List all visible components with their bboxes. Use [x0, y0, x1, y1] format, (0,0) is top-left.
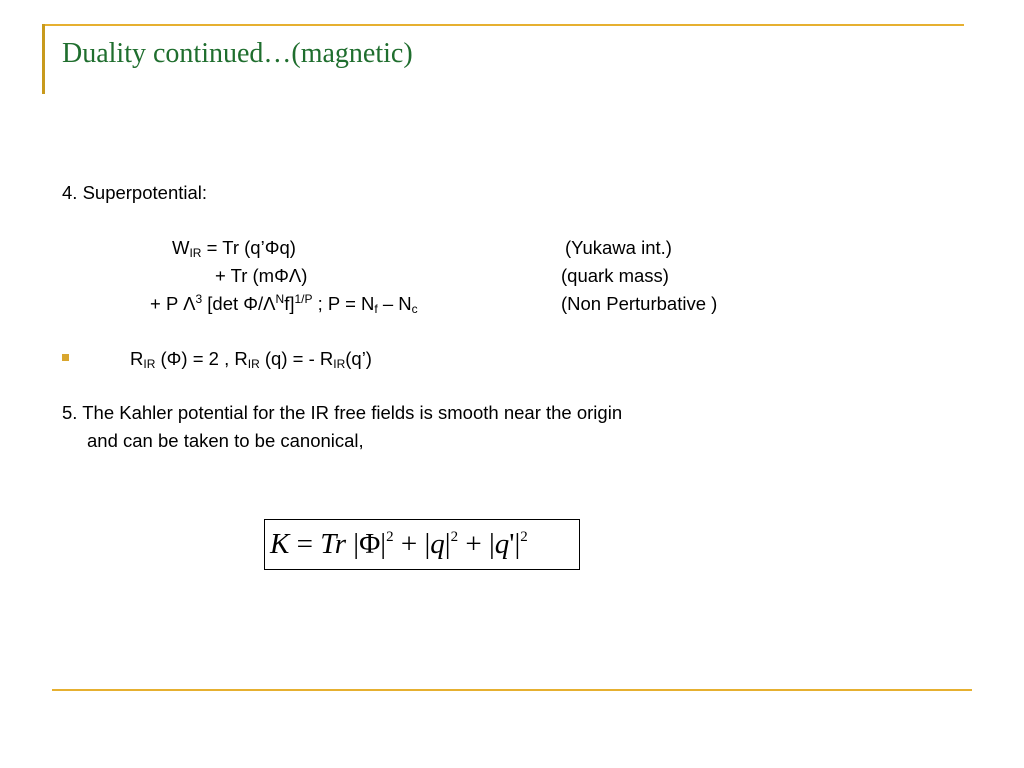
kahler-formula-box — [264, 519, 580, 570]
left-accent-bar — [42, 24, 45, 94]
nonperturbative-comment: (Non Perturbative ) — [561, 293, 718, 314]
bottom-accent-line — [52, 689, 972, 691]
yukawa-comment: (Yukawa int.) — [565, 237, 672, 258]
bullet-marker — [62, 354, 69, 361]
slide-title: Duality continued…(magnetic) — [62, 38, 413, 69]
kahler-text-line-2: and can be taken to be canonical, — [87, 430, 364, 451]
kahler-text-line-1: 5. The Kahler potential for the IR free fields is smooth near the origin — [62, 402, 623, 423]
kahler-formula: K = Tr $|\Phi|^2 + |q|^2 + |q'|^2$ — [270, 528, 528, 560]
superpotential-heading: 4. Superpotential: — [62, 182, 208, 203]
superpotential-nonperturbative-term: + P $\Lambda^3$ [det $\Phi/\Lambda^Nf]^{1/P}$ ; $P = N_f - N_c$ — [150, 292, 418, 316]
r-charge-line: $R_{IR}$ (Φ) = 2 , $R_{IR}$ (q) = - $R_{IR}(q’)$ — [130, 348, 372, 371]
top-accent-line — [42, 24, 964, 26]
superpotential-mass-term: + Tr (mΦΛ) — [215, 265, 308, 286]
superpotential-yukawa-term: $W_{IR} = Tr$ (q’Φq) — [172, 237, 296, 260]
mass-comment: (quark mass) — [561, 265, 669, 286]
